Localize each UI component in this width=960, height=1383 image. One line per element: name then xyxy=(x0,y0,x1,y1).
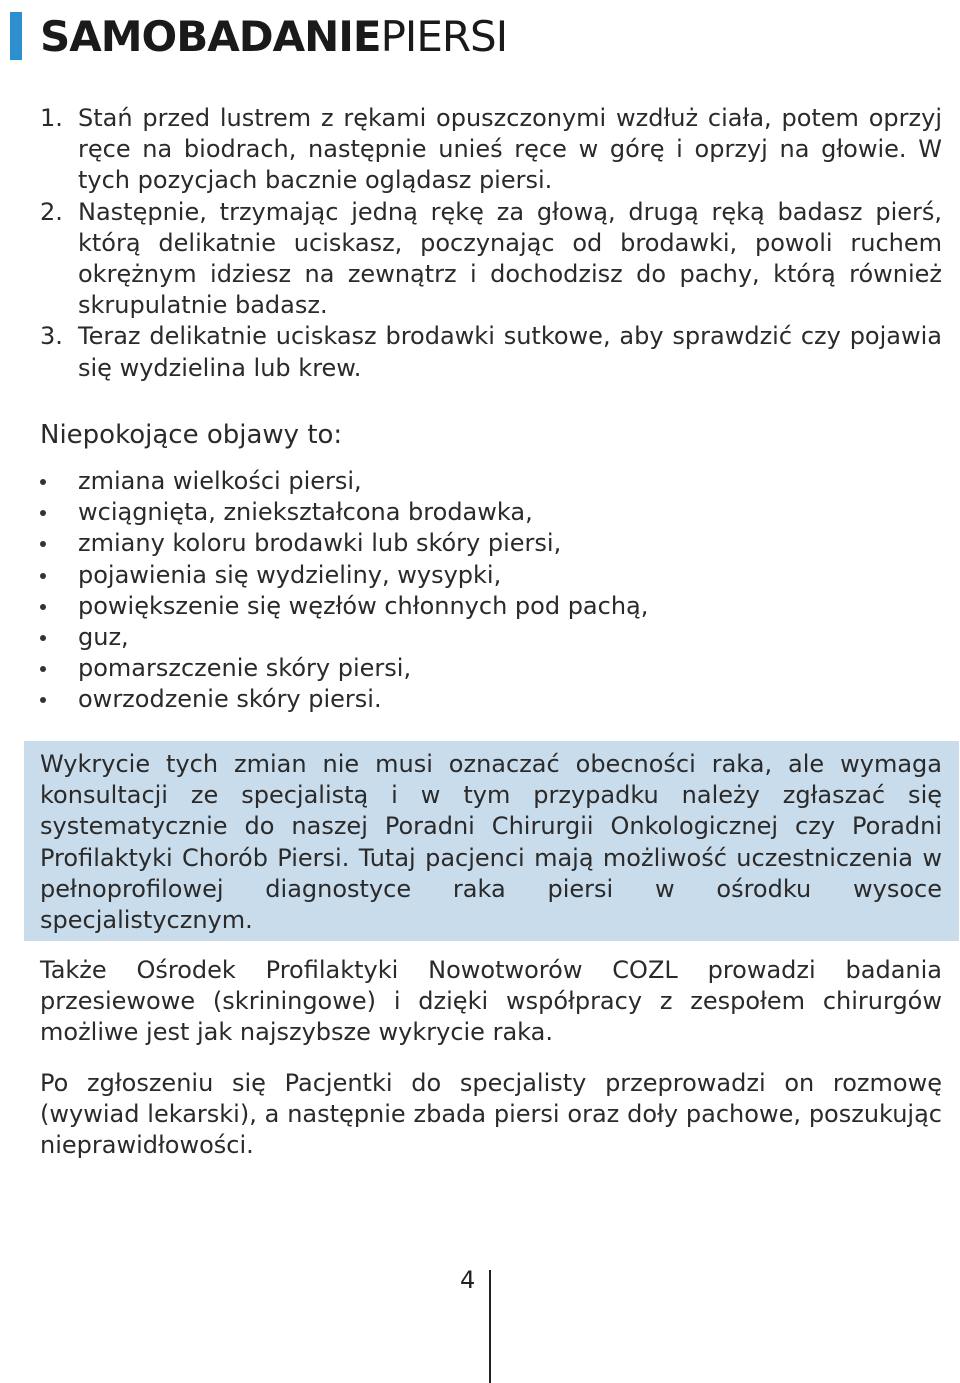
symptom-text: wciągnięta, zniekształcona brodawka, xyxy=(78,498,533,527)
symptoms-list xyxy=(40,466,648,716)
list-item xyxy=(40,528,648,559)
symptom-text: pomarszczenie skóry piersi, xyxy=(78,654,412,683)
page-header xyxy=(10,8,507,64)
bullet-icon xyxy=(40,666,46,672)
highlight-box xyxy=(24,741,959,941)
bullet-icon xyxy=(40,635,46,641)
page-title xyxy=(40,12,507,61)
step-text: Stań przed lustrem z rękami opuszczonymi wzdłuż ciała, potem oprzyj ręce na biodrach, następnie unieś ręce w górę i oprzyj na głowie. W tych pozycjach bacznie oglądasz piersi. xyxy=(78,104,942,195)
list-item xyxy=(40,497,648,528)
symptom-text: powiększenie się węzłów chłonnych pod pachą, xyxy=(78,591,649,620)
list-item xyxy=(40,653,648,684)
title-light: PIERSI xyxy=(380,11,508,61)
step-item xyxy=(40,321,942,383)
symptom-text: pojawienia się wydzieliny, wysypki, xyxy=(78,560,502,589)
bullet-icon xyxy=(40,604,46,610)
list-item xyxy=(40,591,648,622)
list-item xyxy=(40,684,648,715)
highlight-text: Wykrycie tych zmian nie musi oznaczać obecności raka, ale wymaga konsultacji ze specjalistą i w tym przypadku należy zgłaszać się systematycznie do naszej Poradni Chirurgii Onkologicznej czy Poradni Profilaktyki Chorób Piersi. Tutaj pacjenci mają możliwość uczestniczenia w pełnoprofilowej diagnostyce raka piersi w ośrodku wysoce specjalistycznym. xyxy=(40,750,942,935)
symptom-text: guz, xyxy=(78,623,129,652)
symptom-text: zmiana wielkości piersi, xyxy=(78,467,362,495)
step-text: Następnie, trzymając jedną rękę za głową, drugą ręką badasz pierś, którą delikatnie uciskasz, poczynając od brodawki, powoli ruchem okrężnym idziesz na zewnątrz i dochodzisz do pachy, którą również skrupulatnie badasz. xyxy=(78,197,942,320)
page-number-divider xyxy=(489,1270,491,1383)
symptom-text: owrzodzenie skóry piersi. xyxy=(78,685,382,714)
symptom-text: zmiany koloru brodawki lub skóry piersi, xyxy=(78,529,562,558)
title-bold: SAMOBADANIE xyxy=(40,11,381,61)
step-item xyxy=(40,103,942,197)
title-accent-bar xyxy=(10,12,22,60)
bullet-icon xyxy=(40,573,46,579)
symptoms-heading: Niepokojące objawy to: xyxy=(40,420,343,450)
self-exam-steps xyxy=(40,103,942,384)
bullet-icon xyxy=(40,697,46,703)
step-number: 2. xyxy=(40,197,63,226)
step-number: 1. xyxy=(40,104,63,132)
step-item xyxy=(40,197,942,322)
bullet-icon xyxy=(40,479,46,485)
list-item xyxy=(40,466,648,497)
bullet-icon xyxy=(40,510,46,516)
page-number: 4 xyxy=(460,1266,476,1294)
step-number: 3. xyxy=(40,322,63,351)
paragraph-consultation: Po zgłoszeniu się Pacjentki do specjalisty przeprowadzi on rozmowę (wywiad lekarski), a następnie zbada piersi oraz doły pachowe, poszukując nieprawidłowości. xyxy=(40,1069,942,1160)
paragraph-screening: Także Ośrodek Profilaktyki Nowotworów COZL prowadzi badania przesiewowe (skriningowe) i dzięki współpracy z zespołem chirurgów możliwe jest jak najszybsze wykrycie raka. xyxy=(40,956,942,1047)
bullet-icon xyxy=(40,541,46,547)
list-item xyxy=(40,622,648,653)
list-item xyxy=(40,560,648,591)
step-text: Teraz delikatnie uciskasz brodawki sutkowe, aby sprawdzić czy pojawia się wydzielina lub krew. xyxy=(78,322,942,382)
